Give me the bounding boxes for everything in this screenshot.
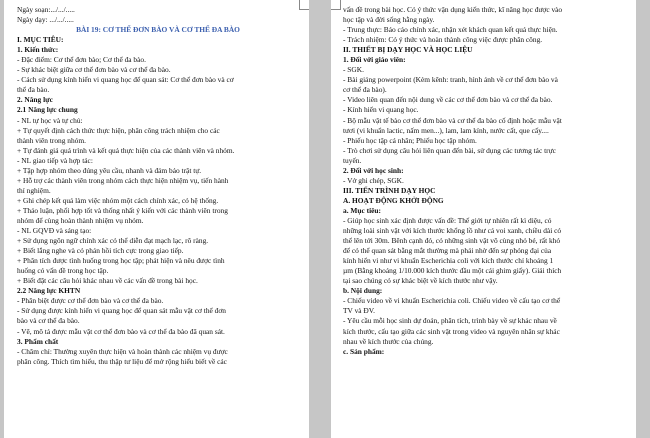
section-heading: 3. Phẩm chất bbox=[17, 336, 59, 346]
text-line: - Giúp học sinh xác định được vấn đề: Thế giới tự nhiên rất kì diệu, có bbox=[343, 215, 552, 225]
text-line: tại sao chúng có sự khác biệt về kích thước như vậy. bbox=[343, 276, 498, 286]
section-heading: II. THIẾT BỊ DẠY HỌC VÀ HỌC LIỆU bbox=[343, 45, 473, 55]
text-line: - NL tự học và tự chủ: bbox=[17, 115, 83, 125]
text-line: - Bài giảng powerpoint (Kèm kênh: tranh, hình ảnh về cơ thể đơn bào và bbox=[343, 75, 558, 85]
text-line: - Phân biệt được cơ thể đơn bào và cơ thể đa bào. bbox=[17, 296, 164, 306]
text-line: tuyến. bbox=[343, 155, 362, 165]
document-page-left bbox=[4, 0, 309, 438]
text-line: + Biết lắng nghe và có phản hồi tích cực trong giao tiếp. bbox=[17, 246, 184, 256]
text-line: nhóm để cùng hoàn thành nhiệm vụ nhóm. bbox=[17, 215, 144, 225]
text-line: + Sử dụng ngôn ngữ chính xác có thể diễn đạt mạch lạc, rõ ràng. bbox=[17, 236, 209, 246]
text-line: - Vở ghi chép, SGK. bbox=[343, 175, 404, 185]
text-line: Ngày soạn:.../.../..... bbox=[17, 5, 75, 14]
text-line: thể lên tới 30m. Bênh cạnh đó, có những sinh vật vô cùng nhỏ bé, rất khó bbox=[343, 236, 561, 246]
text-line: - Trò chơi sử dụng câu hỏi liên quan đến bài, sử dụng các tương tác trực bbox=[343, 145, 556, 155]
text-line: bào và cơ thể đa bào. bbox=[17, 316, 80, 326]
text-line: - Bộ mẫu vật tế bào cơ thể đơn bào và cơ thể đa bào cố định hoặc mẫu vật bbox=[343, 115, 562, 125]
text-line: - Yêu cầu mỗi học sinh dự đoán, phân tích, trình bày về sự khác nhau về bbox=[343, 316, 557, 326]
document-page-right bbox=[331, 0, 636, 438]
text-line: những loài sinh vật với kích thước khổng lồ như cá voi xanh, chiều dài có bbox=[343, 226, 562, 236]
text-line: tươi (vi khuẩn lactic, nấm men...), lam, lam kính, nước cất, que cấy.... bbox=[343, 125, 549, 135]
section-heading: 1. Đối với giáo viên: bbox=[343, 55, 406, 65]
text-line: - NL GQVĐ và sáng tạo: bbox=[17, 226, 92, 236]
section-heading: I. MỤC TIÊU: bbox=[17, 35, 64, 45]
text-line: + Thảo luận, phối hợp tốt và thống nhất ý kiến với các thành viên trong bbox=[17, 205, 228, 215]
text-line: để có thể quan sát bằng mắt thường mà phải nhờ đến sự phóng đại của bbox=[343, 246, 552, 256]
text-line: + Tập hợp nhóm theo đúng yêu cầu, nhanh và đảm bảo trật tự. bbox=[17, 165, 202, 175]
text-line: TV và ĐV. bbox=[343, 306, 375, 316]
text-line: - Sử dụng được kính hiển vi quang học để quan sát mẫu vật cơ thể đơn bbox=[17, 306, 226, 316]
section-heading: a. Mục tiêu: bbox=[343, 205, 381, 215]
section-heading: 2.2 Năng lực KHTN bbox=[17, 286, 81, 296]
text-line: vấn đề trong bài học. Có ý thức vận dụng kiến thức, kĩ năng học được vào bbox=[343, 5, 563, 14]
section-heading: c. Sản phẩm: bbox=[343, 346, 385, 356]
text-line: kích thước, cấu tạo giữa các sinh vật trong video và nguyên nhân sự khác bbox=[343, 326, 560, 336]
text-line: nhau về kích thước của chúng. bbox=[343, 336, 434, 346]
text-line: phân công. Thích tìm hiểu, thu thập tư liệu để mở rộng hiểu biết về các bbox=[17, 356, 227, 366]
text-line: học tập và đời sống hằng ngày. bbox=[343, 15, 435, 25]
text-line: - Chiếu video về vi khuẩn Escherichia coli. Chiếu video về cấu tạo cơ thể bbox=[343, 296, 561, 306]
text-line: + Hỗ trợ các thành viên trong nhóm cách thực hiện nhiệm vụ, tiến hành bbox=[17, 175, 229, 185]
text-line: + Tự đánh giá quá trình và kết quả thực hiện của các thành viên và nhóm. bbox=[17, 145, 235, 155]
text-line: - Phiếu học tập cá nhân; Phiếu học tập nhóm. bbox=[343, 135, 477, 145]
text-line: kính hiển vi như vi khuẩn Escherichia coli với kích thước chỉ khoảng 1 bbox=[343, 256, 554, 266]
text-line: - Cách sử dụng kính hiển vi quang học để quan sát: Cơ thể đơn bào và cơ bbox=[17, 75, 234, 85]
text-line: - Chăm chỉ: Thường xuyên thực hiện và hoàn thành các nhiệm vụ được bbox=[17, 346, 228, 356]
text-line: - NL giao tiếp và hợp tác: bbox=[17, 155, 93, 165]
section-heading: III. TIẾN TRÌNH DẠY HỌC bbox=[343, 185, 436, 195]
page-margin-marker bbox=[331, 0, 341, 10]
section-heading: b. Nội dung: bbox=[343, 286, 383, 296]
lesson-title: BÀI 19: CƠ THỂ ĐƠN BÀO VÀ CƠ THỂ ĐA BÀO bbox=[76, 25, 240, 35]
page-text-left bbox=[17, 5, 299, 367]
section-heading: 1. Kiến thức: bbox=[17, 45, 59, 55]
text-line: µm (Bằng khoảng 1/10.000 kích thước đầu một cái ghim giấy). Giải thích bbox=[343, 266, 562, 276]
section-heading: 2.1 Năng lực chung bbox=[17, 105, 78, 115]
text-line: - Trách nhiệm: Có ý thức và hoàn thành công việc được phân công. bbox=[343, 35, 543, 45]
text-line: - Video liên quan đến nội dung về các cơ thể đơn bào và cơ thể đa bào. bbox=[343, 95, 553, 105]
text-line: - Vẽ, mô tả được mẫu vật cơ thể đơn bào và cơ thể đa bào đã quan sát. bbox=[17, 326, 225, 336]
text-line: thể đa bào. bbox=[17, 85, 50, 95]
text-line: - Đặc điểm: Cơ thể đơn bào; Cơ thể đa bào. bbox=[17, 55, 146, 65]
text-line: - SGK. bbox=[343, 65, 364, 75]
text-line: - Trung thực: Báo cáo chính xác, nhận xét khách quan kết quả thực hiện. bbox=[343, 25, 558, 35]
text-line: - Kính hiển vi quang học. bbox=[343, 105, 419, 115]
section-heading: A. HOẠT ĐỘNG KHỞI ĐỘNG bbox=[343, 195, 444, 205]
text-line: cơ thể đa bào). bbox=[343, 85, 387, 95]
text-line: Ngày dạy: .../.../..... bbox=[17, 15, 74, 25]
text-line: + Ghi chép kết quả làm việc nhóm một cách chính xác, có hệ thống. bbox=[17, 195, 219, 205]
text-line: thí nghiệm. bbox=[17, 185, 51, 195]
text-line: + Phân tích được tình huống trong học tập; phát hiện và nêu được tình bbox=[17, 256, 225, 266]
section-heading: 2. Năng lực bbox=[17, 95, 53, 105]
page-margin-marker bbox=[299, 0, 309, 10]
section-heading: 2. Đối với học sinh: bbox=[343, 165, 404, 175]
text-line: + Biết đặt các câu hỏi khác nhau về các vấn đề trong bài học. bbox=[17, 276, 198, 286]
page-text-right bbox=[343, 5, 626, 357]
text-line: thành viên trong nhóm. bbox=[17, 135, 86, 145]
text-line: - Sự khác biệt giữa cơ thể đơn bào và cơ thể đa bào. bbox=[17, 65, 171, 75]
text-line: + Tự quyết định cách thức thực hiện, phân công trách nhiệm cho các bbox=[17, 125, 220, 135]
text-line: huống có vấn đề trong học tập. bbox=[17, 266, 109, 276]
